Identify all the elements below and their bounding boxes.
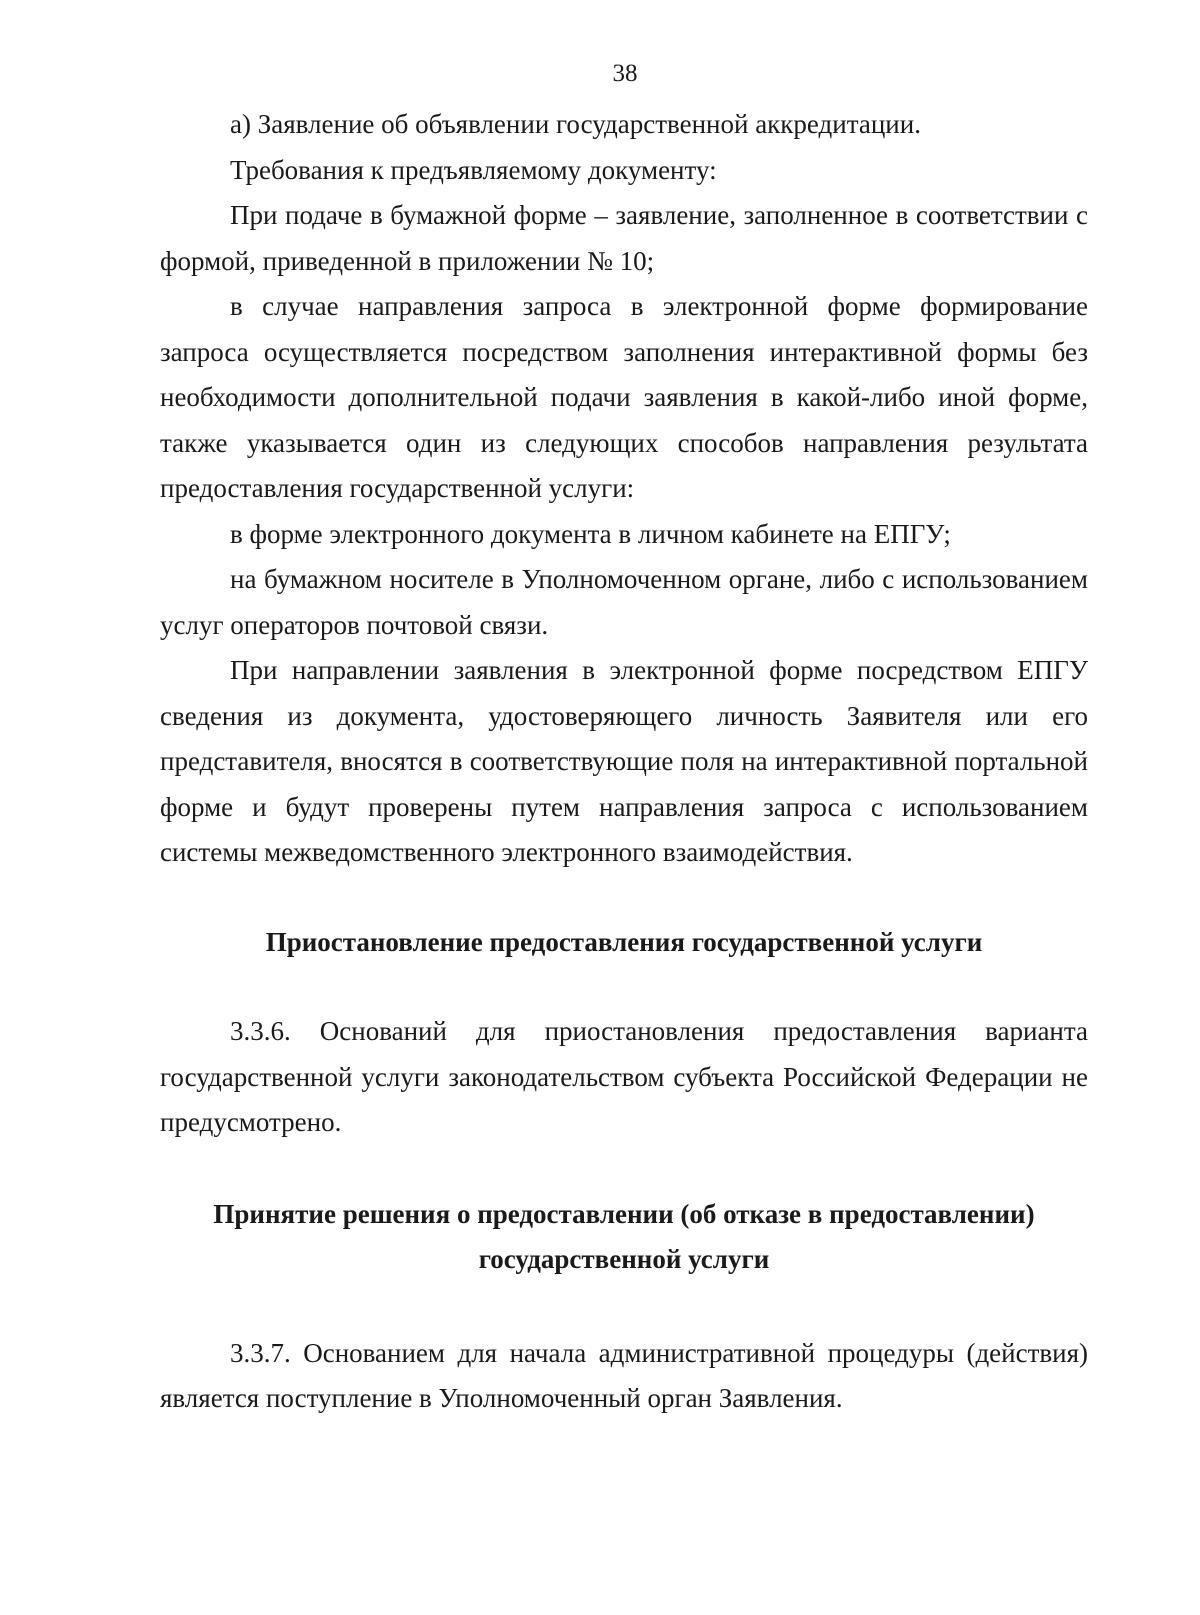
section-heading-decision xyxy=(160,1192,1088,1283)
page-number: 38 xyxy=(612,60,638,87)
paragraph-3-3-6: 3.3.6. Оснований для приостановления предоставления варианта государственной услуги законодательством субъекта Российской Федерации не предусмотрено. xyxy=(160,1016,1088,1137)
paragraph-identity-verification: При направлении заявления в электронной форме посредством ЕПГУ сведения из документа, удостоверяющего личность Заявителя или его представителя, вносятся в соответствующие поля на интерактивной портальной форме и будут проверены путем направления запроса с использованием системы межведомственного электронного взаимодействия. xyxy=(160,655,1088,867)
paragraph-requirements-intro: Требования к предъявляемому документу: xyxy=(230,154,717,185)
document-body xyxy=(160,102,1088,1422)
section-heading-suspension: Приостановление предоставления государственной услуги xyxy=(265,926,983,957)
section-heading-decision-line1: Принятие решения о предоставлении (об отказе в предоставлении) xyxy=(213,1198,1035,1229)
section-heading-decision-line2: государственной услуги xyxy=(478,1244,770,1274)
paragraph-application-item: а) Заявление об объявлении государственной аккредитации. xyxy=(230,109,921,139)
paragraph-epgu-cabinet: в форме электронного документа в личном кабинете на ЕПГУ; xyxy=(230,518,951,549)
paragraph-paper-carrier: на бумажном носителе в Уполномоченном органе, либо с использованием услуг операторов почтовой связи. xyxy=(160,564,1088,640)
paragraph-3-3-7: 3.3.7. Основанием для начала административной процедуры (действия) является поступление в Уполномоченный орган Заявления. xyxy=(160,1337,1088,1413)
paragraph-paper-form: При подаче в бумажной форме – заявление, заполненное в соответствии с формой, приведенной в приложении № 10; xyxy=(160,200,1088,276)
paragraph-electronic-form: в случае направления запроса в электронной форме формирование запроса осуществляется посредством заполнения интерактивной формы без необходимости дополнительной подачи заявления в какой-либо иной форме, также указывается один из следующих способов направления результата предоставления государственной услуги: xyxy=(160,291,1088,503)
